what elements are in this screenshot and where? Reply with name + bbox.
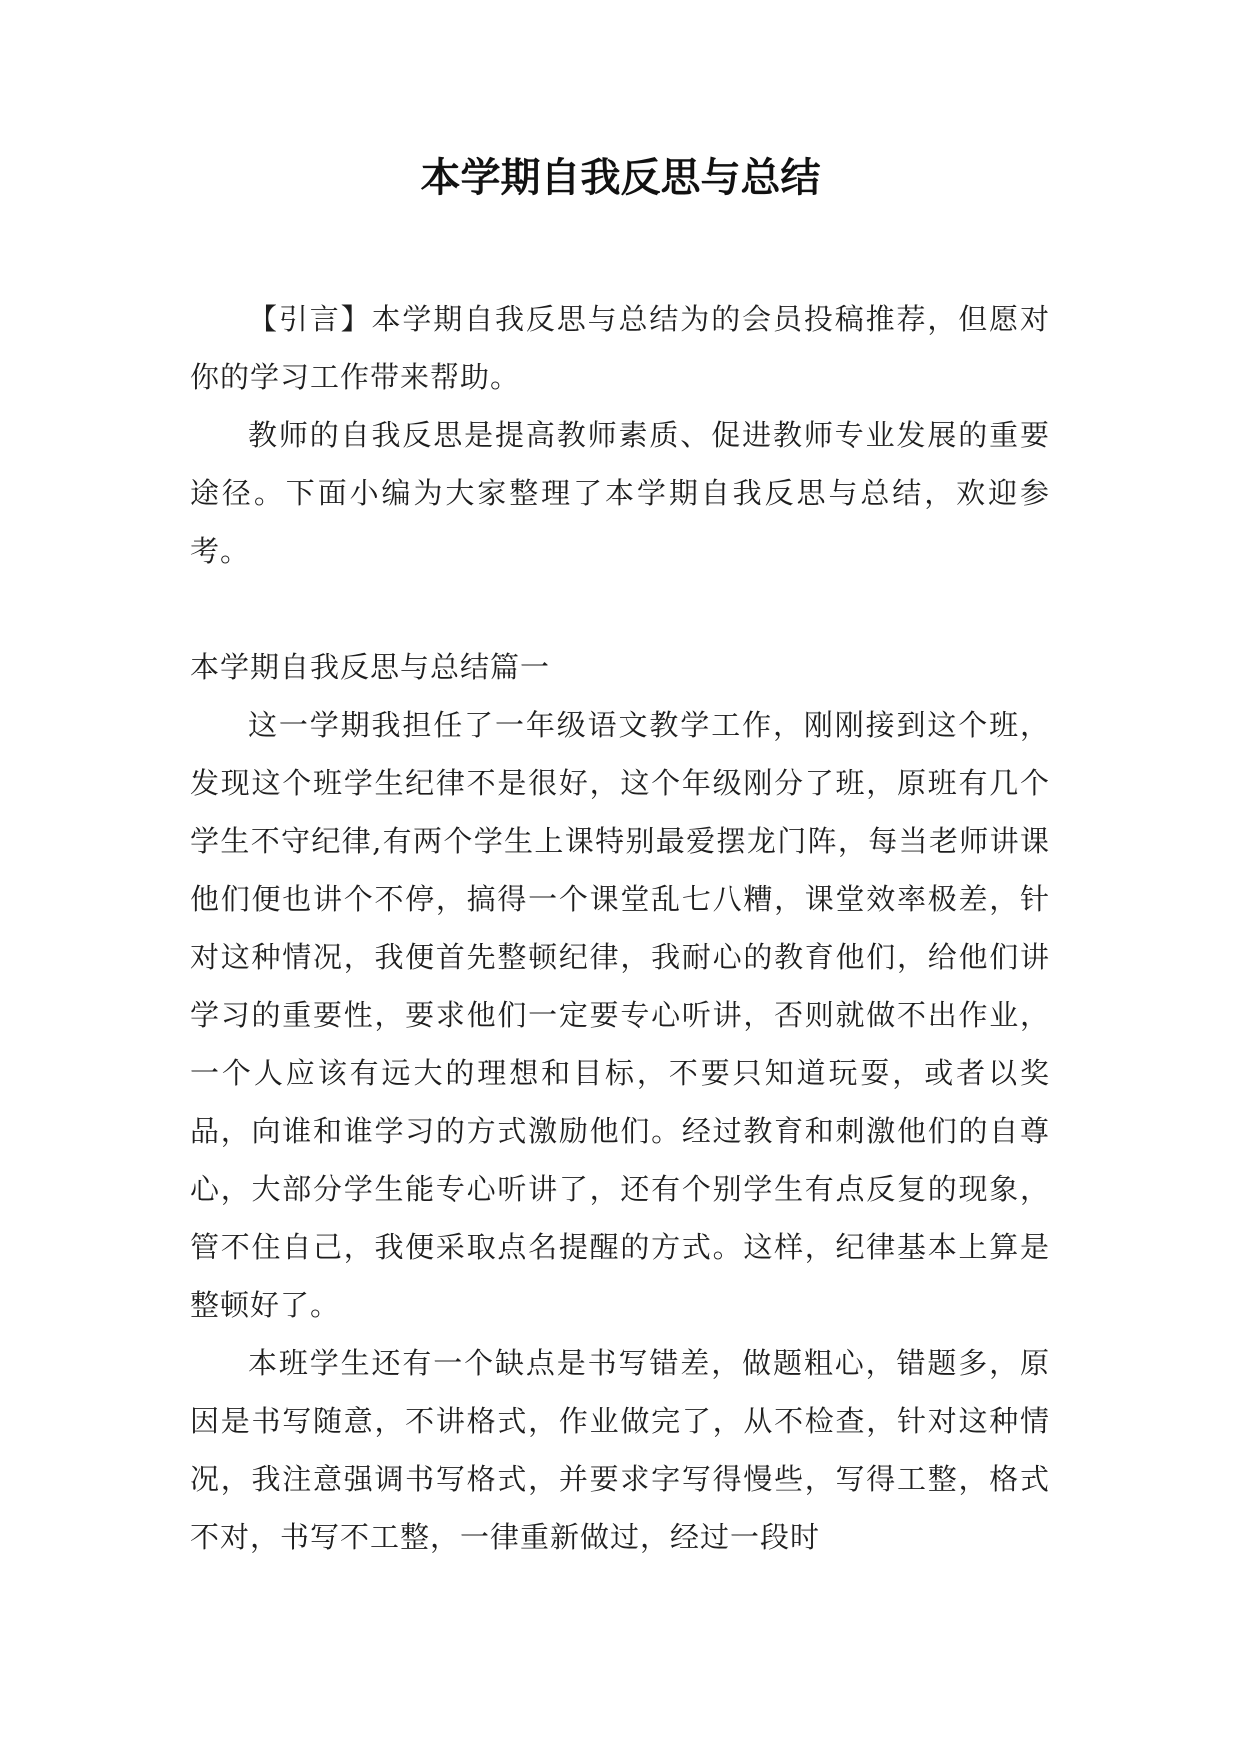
body-paragraph: 这一学期我担任了一年级语文教学工作，刚刚接到这个班，发现这个班学生纪律不是很好，这个年级刚分了班，原班有几个学生不守纪律,有两个学生上课特别最爱摆龙门阵，每当老师讲课他们便也讲个不停，搞得一个课堂乱七八糟，课堂效率极差，针对这种情况，我便首先整顿纪律，我耐心的教育他们，给他们讲学习的重要性，要求他们一定要专心听讲，否则就做不出作业，一个人应该有远大的理想和目标，不要只知道玩耍，或者以奖品，向谁和谁学习的方式激励他们。经过教育和刺激他们的自尊心，大部分学生能专心听讲了，还有个别学生有点反复的现象，管不住自己，我便采取点名提醒的方式。这样，纪律基本上算是整顿好了。: [190, 708, 1050, 1322]
document-title: 本学期自我反思与总结: [420, 155, 821, 201]
body-paragraph: 本班学生还有一个缺点是书写错差，做题粗心，错题多，原因是书写随意，不讲格式，作业做完了，从不检查，针对这种情况，我注意强调书写格式，并要求字写得慢些，写得工整，格式不对，书写不工整，一律重新做过，经过一段时: [190, 1346, 1050, 1554]
intro-paragraph: 【引言】本学期自我反思与总结为的会员投稿推荐，但愿对你的学习工作带来帮助。: [190, 302, 1050, 394]
document-body: [190, 290, 1050, 1566]
intro-paragraph: 教师的自我反思是提高教师素质、促进教师专业发展的重要途径。下面小编为大家整理了本学期自我反思与总结，欢迎参考。: [190, 418, 1050, 568]
section-heading: 本学期自我反思与总结篇一: [190, 650, 551, 684]
